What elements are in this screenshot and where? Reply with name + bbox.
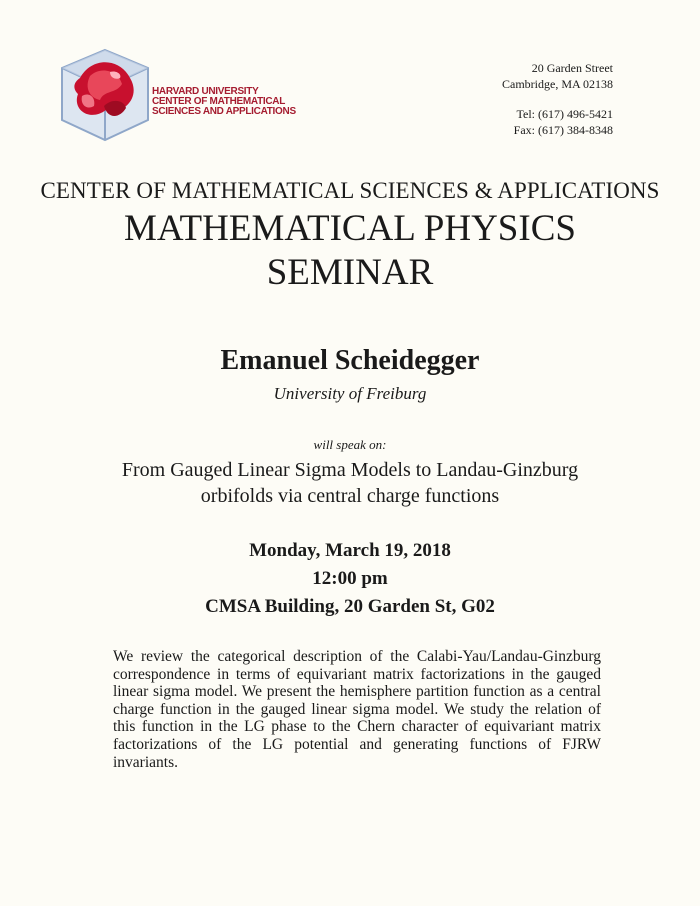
event-details <box>0 537 700 621</box>
event-date: Monday, March 19, 2018 <box>249 540 451 561</box>
series-title-line-2: SEMINAR <box>266 252 434 293</box>
address-city: Cambridge, MA 02138 <box>502 77 613 91</box>
event-time: 12:00 pm <box>312 568 388 589</box>
logo-line-sciences: SCIENCES AND APPLICATIONS <box>152 105 296 118</box>
address-fax: Fax: (617) 384-8348 <box>513 123 613 137</box>
series-title-line-1: MATHEMATICAL PHYSICS <box>124 208 576 249</box>
cmsa-logo <box>60 48 150 142</box>
talk-title-line-2: orbifolds via central charge functions <box>200 485 500 507</box>
address-tel: Tel: (617) 496-5421 <box>516 107 613 121</box>
speaker-affiliation: University of Freiburg <box>273 384 427 403</box>
address-street: 20 Garden Street <box>531 61 613 75</box>
seminar-series-title <box>0 207 700 295</box>
logo-line-university: HARVARD UNIVERSITY <box>152 86 259 97</box>
contact-address <box>502 60 613 138</box>
talk-title-line-1: From Gauged Linear Sigma Models to Landau-Ginzburg <box>121 459 579 481</box>
talk-title <box>0 457 700 509</box>
cube-logo-icon <box>60 48 150 142</box>
center-name: CENTER OF MATHEMATICAL SCIENCES & APPLICATIONS <box>40 178 660 203</box>
logo-wordmark <box>152 87 296 117</box>
event-location: CMSA Building, 20 Garden St, G02 <box>205 596 495 617</box>
talk-abstract: We review the categorical description of the Calabi-Yau/Landau-Ginzburg correspondence in terms of equivariant matrix factorizations in the gauged linear sigma model. We present the hemisphere partition function as a central charge function in the gauged linear sigma model. We study the relation of this function in the LG phase to the Chern character of equivariant matrix factorizations of the LG potential and generating functions of FJRW invariants. <box>113 648 601 771</box>
logo-line-center: CENTER OF MATHEMATICAL <box>152 95 286 108</box>
will-speak-label: will speak on: <box>313 437 387 452</box>
speaker-name: Emanuel Scheidegger <box>220 345 480 376</box>
